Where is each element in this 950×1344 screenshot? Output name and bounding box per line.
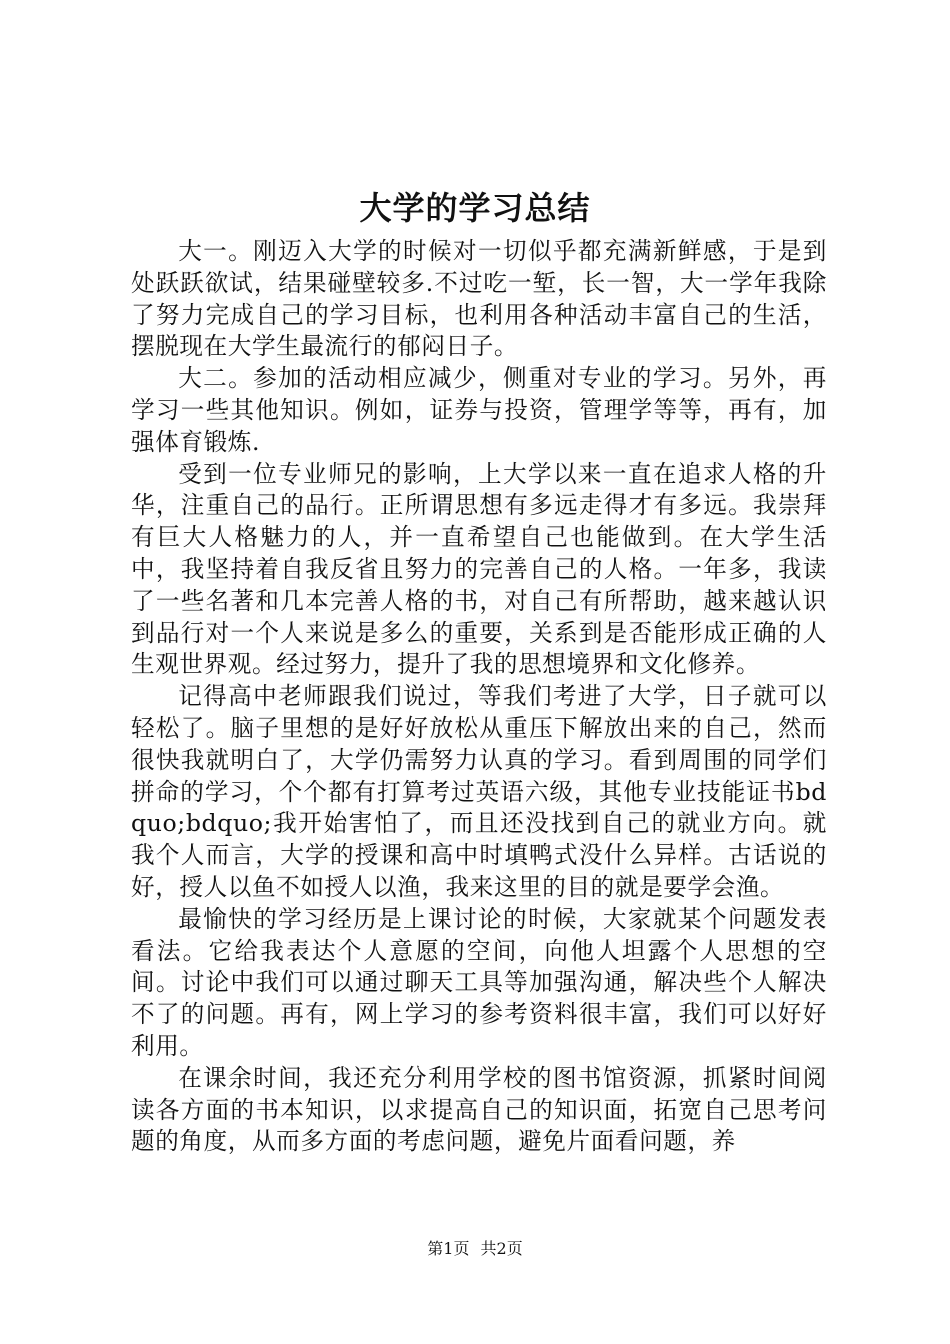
paragraph-1: 大一。刚迈入大学的时候对一切似乎都充满新鲜感，于是到处跃跃欲试，结果碰壁较多.不过吃一堑，长一智，大一学年我除了努力完成自己的学习目标，也利用各种活动丰富自己的生活，摆脱现在大学生最流行的郁闷日子。 [131, 237, 827, 361]
paragraph-2: 大二。参加的活动相应减少，侧重对专业的学习。另外，再学习一些其他知识。例如，证券与投资，管理学等等，再有，加强体育锻炼. [131, 364, 827, 456]
paragraph-3: 受到一位专业师兄的影响，上大学以来一直在追求人格的升华，注重自己的品行。正所谓思想有多远走得才有多远。我崇拜有巨大人格魅力的人，并一直希望自己也能做到。在大学生活中，我坚持着自我反省且努力的完善自己的人格。一年多，我读了一些名著和几本完善人格的书，对自己有所帮助，越来越认识到品行对一个人来说是多么的重要，关系到是否能形成正确的人生观世界观。经过努力，提升了我的思想境界和文化修养。 [131, 459, 827, 679]
paragraph-5: 最愉快的学习经历是上课讨论的时候，大家就某个问题发表看法。它给我表达个人意愿的空间，向他人坦露个人思想的空间。讨论中我们可以通过聊天工具等加强沟通，解决些个人解决不了的问题。再有，网上学习的参考资料很丰富，我们可以好好利用。 [131, 904, 827, 1060]
page-total: 共2页 [480, 1239, 523, 1258]
paragraph-6: 在课余时间，我还充分利用学校的图书馆资源，抓紧时间阅读各方面的书本知识，以求提高自己的知识面，拓宽自己思考问题的角度，从而多方面的考虑问题，避免片面看问题，养 [131, 1063, 827, 1156]
paragraph-4: 记得高中老师跟我们说过，等我们考进了大学，日子就可以轻松了。脑子里想的是好好放松从重压下解放出来的自己，然而很快我就明白了，大学仍需努力认真的学习。看到周围的同学们拼命的学习，个个都有打算考过英语六级，其他专业技能证书bdquo;bdquo;我开始害怕了，而且还没找到自己的就业方向。就我个人而言，大学的授课和高中时填鸭式没什么异样。古话说的好，授人以鱼不如授人以渔，我来这里的目的就是要学会渔。 [131, 682, 827, 901]
document-body [131, 236, 827, 1158]
page-number: 第1页 [427, 1239, 470, 1258]
page-footer [0, 1238, 950, 1260]
document-title: 大学的学习总结 [359, 189, 591, 227]
